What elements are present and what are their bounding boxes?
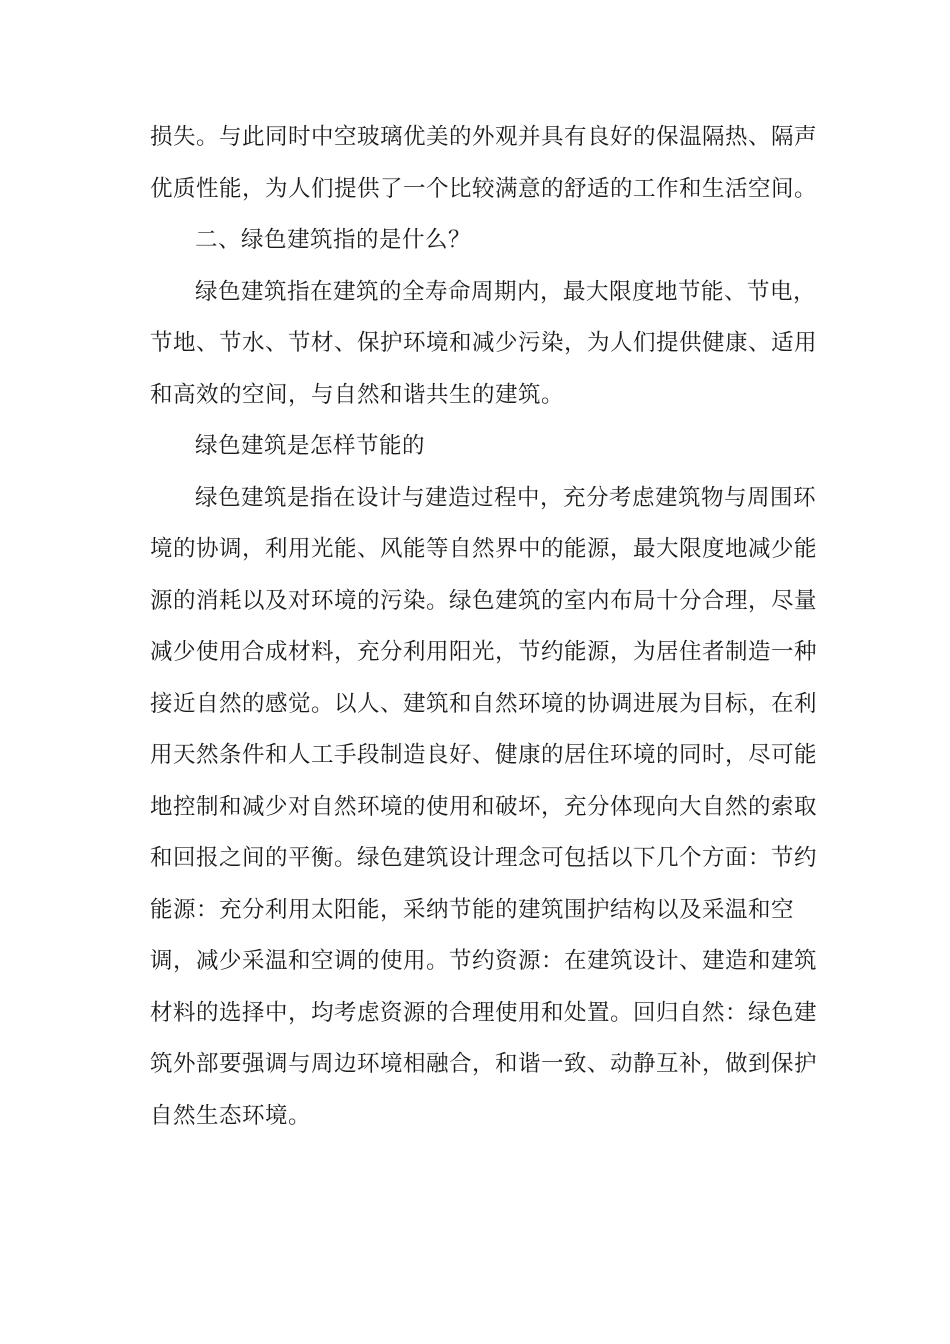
section-heading: 绿色建筑是怎样节能的	[195, 433, 426, 459]
text-line: 筑外部要强调与周边环境相融合，和谐一致、动静互补，做到保护	[150, 1051, 818, 1077]
text-line: 境的协调，利用光能、风能等自然界中的能源，最大限度地减少能	[150, 536, 818, 562]
text-line: 调，减少采温和空调的使用。节约资源：在建筑设计、建造和建筑	[150, 948, 818, 974]
text-line: 接近自然的感觉。以人、建筑和自然环境的协调进展为目标，在利	[150, 690, 818, 717]
text-line: 材料的选择中，均考虑资源的合理使用和处置。回归自然：绿色建	[150, 999, 818, 1026]
text-line: 用天然条件和人工手段制造良好、健康的居住环境的同时，尽可能	[150, 742, 818, 768]
section-heading: 二、绿色建筑指的是什么？	[195, 227, 472, 253]
text-line: 节地、节水、节材、保护环境和减少污染，为人们提供健康、适用	[150, 330, 818, 356]
text-line: 地控制和减少对自然环境的使用和破坏，充分体现向大自然的索取	[150, 793, 818, 820]
text-line: 损失。与此同时中空玻璃优美的外观并具有良好的保温隔热、隔声	[150, 124, 818, 150]
text-line: 绿色建筑指在建筑的全寿命周期内，最大限度地节能、节电，	[195, 278, 817, 305]
text-line: 自然生态环境。	[150, 1102, 312, 1129]
text-line: 减少使用合成材料，充分利用阳光，节约能源，为居住者制造一种	[150, 639, 818, 665]
text-line: 优质性能，为人们提供了一个比较满意的舒适的工作和生活空间。	[150, 175, 818, 202]
text-line: 和高效的空间，与自然和谐共生的建筑。	[150, 381, 565, 408]
text-line: 能源：充分利用太阳能，采纳节能的建筑围护结构以及采温和空	[150, 896, 795, 923]
text-line: 源的消耗以及对环境的污染。绿色建筑的室内布局十分合理，尽量	[150, 587, 818, 614]
text-line: 和回报之间的平衡。绿色建筑设计理念可包括以下几个方面：节约	[150, 845, 818, 871]
document-page	[150, 112, 818, 1142]
text-line: 绿色建筑是指在设计与建造过程中，充分考虑建筑物与周围环	[195, 484, 817, 511]
